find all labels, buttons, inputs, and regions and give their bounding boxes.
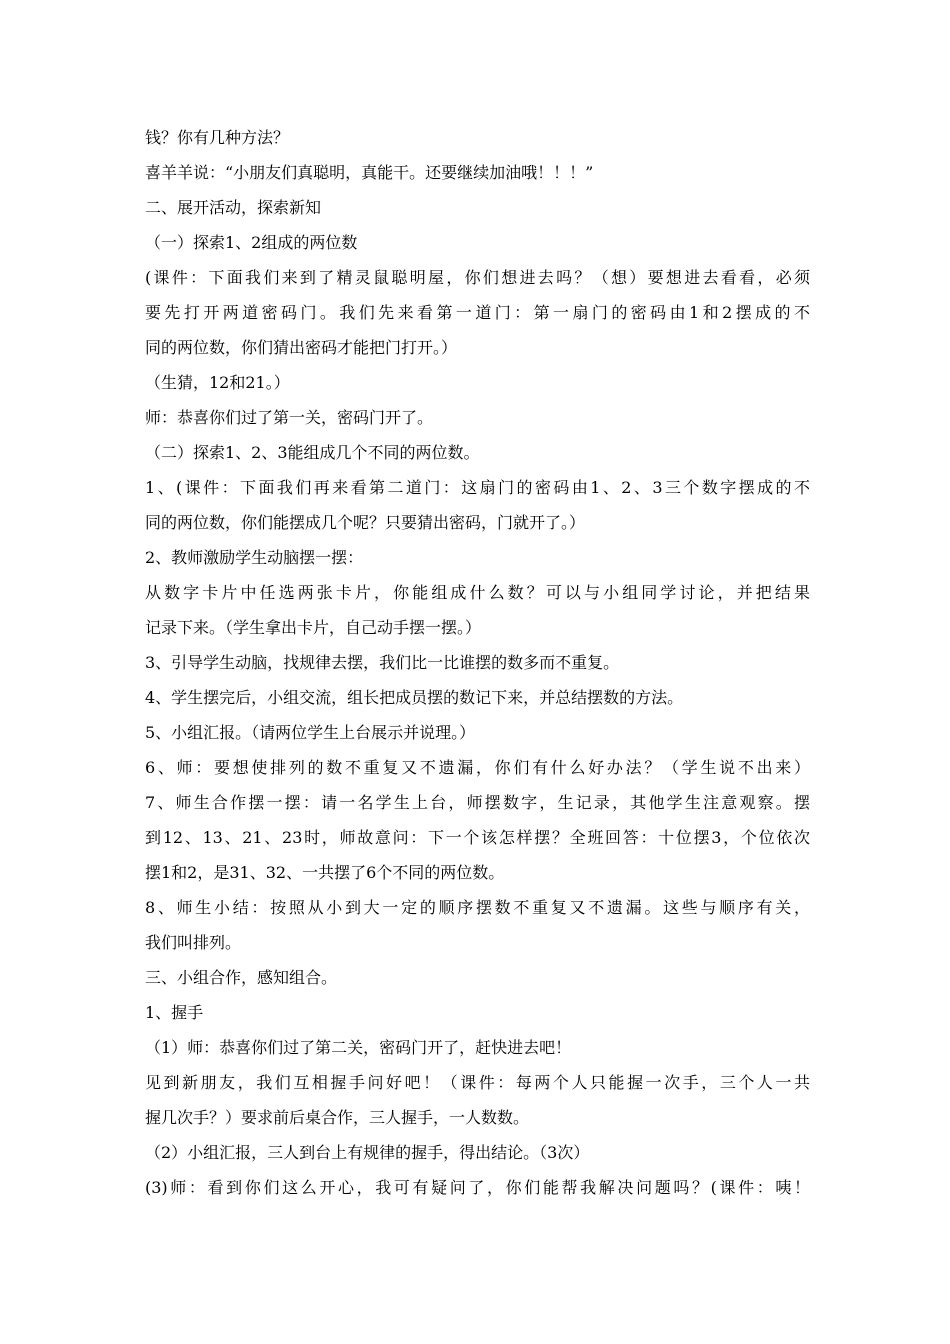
text-line: 见到新朋友，我们互相握手问好吧！（课件：每两个人只能握一次手，三个人一共	[145, 1073, 810, 1092]
text-line: 1、(课件：下面我们再来看第二道门：这扇门的密码由1、2、3三个数字摆成的不	[145, 478, 810, 497]
text-line: （1）师：恭喜你们过了第二关，密码门开了，赶快进去吧！	[145, 1038, 572, 1057]
text-line: 记录下来。（学生拿出卡片，自己动手摆一摆。）	[145, 618, 482, 637]
text-line: (课件：下面我们来到了精灵鼠聪明屋，你们想进去吗？（想）要想进去看看，必须	[145, 268, 810, 287]
text-line: （一）探索1、2组成的两位数	[145, 233, 358, 252]
text-line: 到12、13、21、23时，师故意问：下一个该怎样摆？全班回答：十位摆3，个位依次	[145, 828, 810, 847]
text-line: 摆1和2，是31、32、一共摆了6个不同的两位数。	[145, 863, 505, 882]
text-line: 钱？你有几种方法？	[145, 128, 290, 147]
text-line: 1、握手	[145, 1003, 204, 1022]
document-page	[145, 120, 810, 1205]
text-line: 喜羊羊说：“小朋友们真聪明，真能干。还要继续加油哦！！！”	[145, 163, 594, 182]
text-line: （生猜，12和21。）	[145, 373, 290, 392]
text-line: （二）探索1、2、3能组成几个不同的两位数。	[145, 443, 480, 462]
text-line: (3)师：看到你们这么开心，我可有疑问了，你们能帮我解决问题吗？(课件：咦！	[145, 1178, 810, 1197]
text-line: （2）小组汇报，三人到台上有规律的握手，得出结论。（3次）	[145, 1143, 590, 1162]
text-line: 要先打开两道密码门。我们先来看第一道门：第一扇门的密码由1和2摆成的不	[145, 303, 810, 322]
text-line: 3、引导学生动脑，找规律去摆，我们比一比谁摆的数多而不重复。	[145, 653, 620, 672]
text-line: 握几次手？）要求前后桌合作，三人握手，一人数数。	[145, 1108, 530, 1127]
text-line: 三、小组合作，感知组合。	[145, 968, 338, 987]
text-line: 二、展开活动，探索新知	[145, 198, 322, 217]
text-line: 我们叫排列。	[145, 933, 242, 952]
text-line: 6、师：要想使排列的数不重复又不遗漏，你们有什么好办法？（学生说不出来）	[145, 758, 810, 777]
text-line: 4、学生摆完后，小组交流，组长把成员摆的数记下来，并总结摆数的方法。	[145, 688, 684, 707]
text-line: 5、小组汇报。（请两位学生上台展示并说理。）	[145, 723, 476, 742]
text-line: 从数字卡片中任选两张卡片，你能组成什么数？可以与小组同学讨论，并把结果	[145, 583, 810, 602]
text-line: 师：恭喜你们过了第一关，密码门开了。	[145, 408, 434, 427]
text-line: 同的两位数，你们猜出密码才能把门打开。）	[145, 338, 458, 357]
text-line: 8、师生小结：按照从小到大一定的顺序摆数不重复又不遗漏。这些与顺序有关，	[145, 898, 810, 917]
text-line: 2、教师激励学生动脑摆一摆：	[145, 548, 364, 567]
text-line: 7、师生合作摆一摆：请一名学生上台，师摆数字，生记录，其他学生注意观察。摆	[145, 793, 810, 812]
text-line: 同的两位数，你们能摆成几个呢？只要猜出密码，门就开了。）	[145, 513, 586, 532]
